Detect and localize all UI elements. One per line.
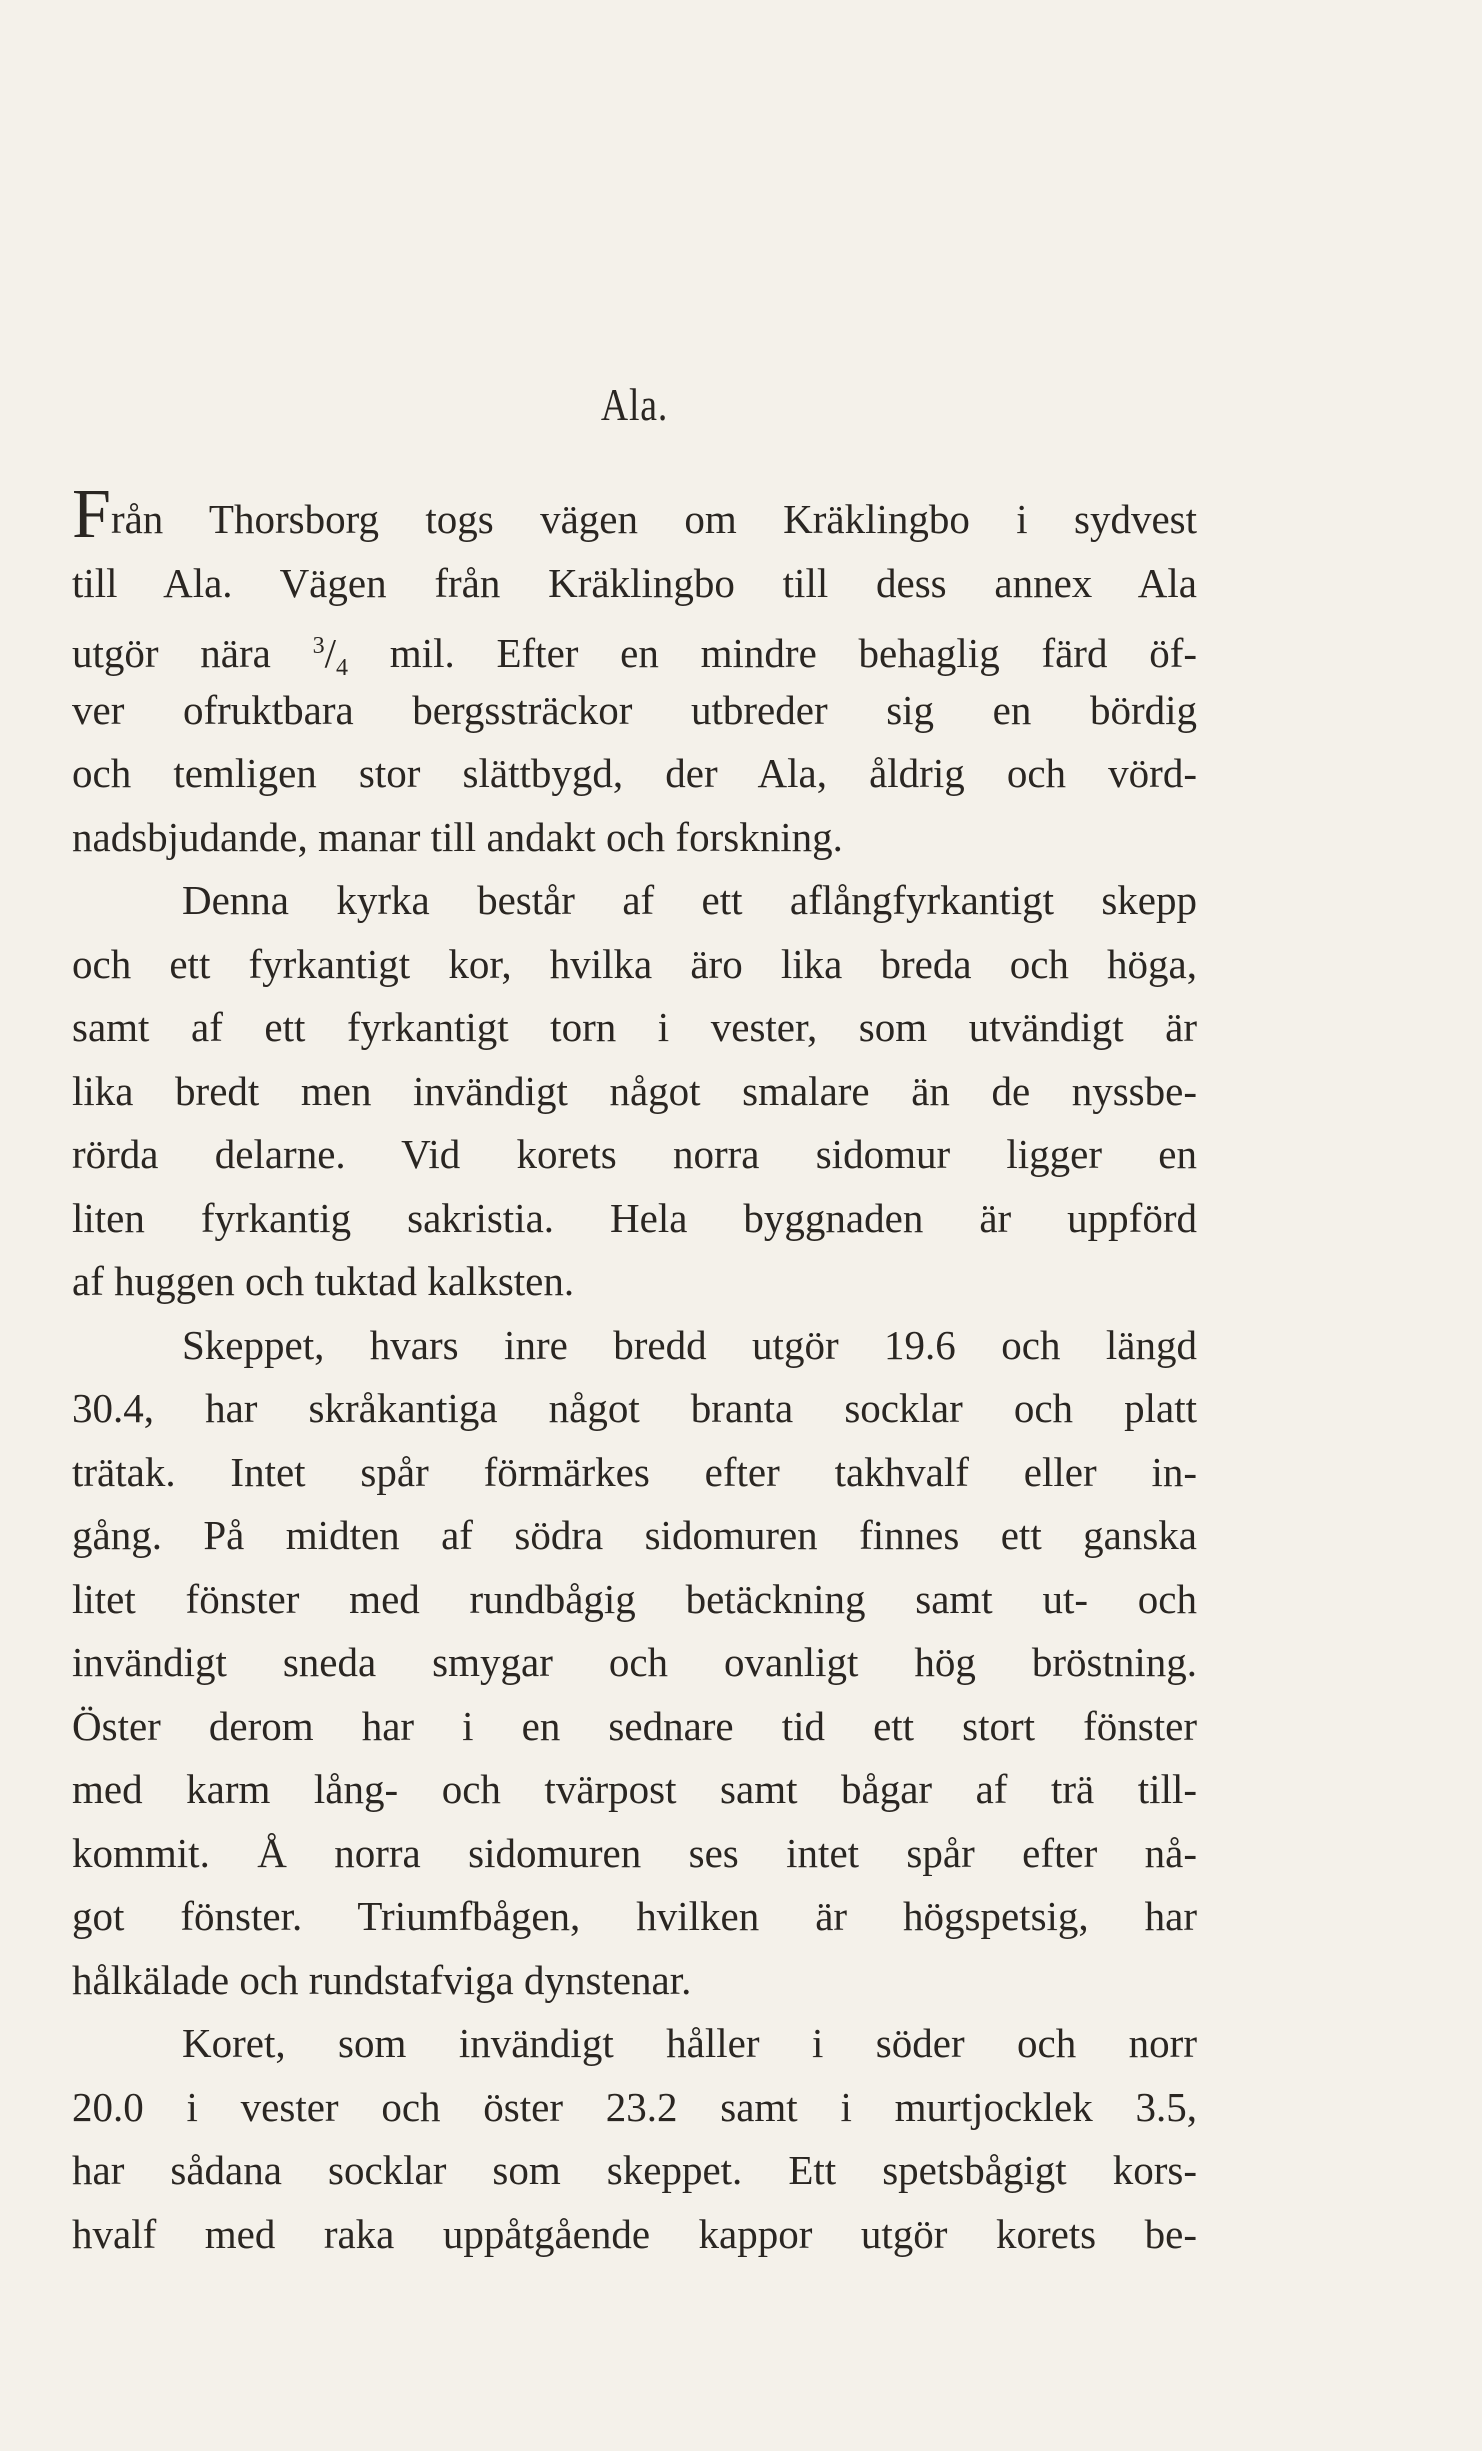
- line-text: och ett fyrkantigt kor, hvilka äro lika breda och höga,: [72, 940, 1197, 987]
- text-line: [72, 1568, 1197, 1632]
- text-line: [72, 1758, 1197, 1822]
- text-line: [72, 1822, 1197, 1886]
- page-title: Ala.: [600, 379, 669, 430]
- line-text: 20.0 i vester och öster 23.2 samt i murtjocklek 3.5,: [72, 2083, 1197, 2130]
- text-line: [72, 1695, 1197, 1759]
- text-line: [72, 2012, 1197, 2076]
- line-text: ver ofruktbara bergssträckor utbreder sig en bördig: [72, 686, 1197, 733]
- text-line: [72, 1885, 1197, 1949]
- line-text: till Ala. Vägen från Kräklingbo till dess annex Ala: [72, 559, 1197, 606]
- text-line: [72, 933, 1197, 997]
- text-line: [72, 1123, 1197, 1187]
- drop-cap: F: [72, 476, 111, 553]
- line-text: trätak. Intet spår förmärkes efter takhvalf eller in-: [72, 1448, 1197, 1495]
- line-text: lika bredt men invändigt något smalare än de nyssbe-: [72, 1067, 1197, 1114]
- line-text: af huggen och tuktad kalksten.: [72, 1258, 575, 1304]
- line-text: och temligen stor slättbygd, der Ala, åldrig och vörd-: [72, 750, 1197, 796]
- text-line: [72, 1949, 1197, 2013]
- text-line: [72, 615, 1197, 679]
- fraction: $^3/_4$: [312, 630, 349, 681]
- line-text: samt af ett fyrkantigt torn i vester, som utvändigt är: [72, 1004, 1197, 1050]
- line-text: kommit. Å norra sidomuren ses intet spår efter nå-: [72, 1829, 1197, 1876]
- line-text: rörda delarne. Vid korets norra sidomur ligger en: [72, 1131, 1197, 1177]
- line-text: Denna kyrka består af ett aflångfyrkantigt skepp: [182, 877, 1197, 923]
- text-line: [72, 1314, 1197, 1378]
- line-text: invändigt sneda smygar och ovanligt hög bröstning.: [72, 1639, 1197, 1685]
- text-line: [72, 996, 1197, 1060]
- line-text: Öster derom har i en sednare tid ett stort fönster: [72, 1702, 1197, 1749]
- line-text: utgör nära: [72, 630, 271, 676]
- line-text: hålkälade och rundstafviga dynstenar.: [72, 1956, 692, 2003]
- text-line: [72, 1631, 1197, 1695]
- line-text: har sådana socklar som skeppet. Ett spetsbågigt kors-: [72, 2147, 1197, 2193]
- line-text: Koret, som invändigt håller i söder och norr: [182, 2020, 1197, 2066]
- text-line: [72, 2076, 1197, 2140]
- body-text: [72, 476, 1198, 2266]
- text-line: [72, 806, 1197, 870]
- line-text: gång. På midten af södra sidomuren finnes ett ganska: [72, 1512, 1197, 1558]
- text-line: [72, 1377, 1197, 1441]
- line-text: litet fönster med rundbågig betäckning samt ut- och: [72, 1575, 1197, 1622]
- text-line: [72, 2139, 1197, 2203]
- text-line: [72, 869, 1197, 933]
- text-line: [72, 476, 1197, 553]
- text-line: [72, 1504, 1197, 1568]
- text-line: [72, 2203, 1197, 2267]
- text-line: [72, 1187, 1197, 1251]
- line-text: got fönster. Triumfbågen, hvilken är högspetsig, har: [72, 1893, 1197, 1939]
- text-line: [72, 1060, 1197, 1124]
- text-line: [72, 1250, 1197, 1314]
- line-text: rån Thorsborg togs vägen om Kräklingbo i sydvest: [110, 496, 1197, 542]
- line-text-after: mil. Efter en mindre behaglig färd öf-: [389, 630, 1198, 676]
- text-line: [72, 679, 1197, 743]
- line-text: med karm lång- och tvärpost samt bågar af trä till-: [72, 1766, 1197, 1812]
- line-text: Skeppet, hvars inre bredd utgör 19.6 och längd: [182, 1321, 1197, 1368]
- book-page: [72, 0, 1197, 2451]
- line-text: 30.4, har skråkantiga något branta socklar och platt: [72, 1385, 1197, 1431]
- text-line: [72, 742, 1197, 806]
- line-text: hvalf med raka uppåtgående kappor utgör korets be-: [72, 2210, 1197, 2257]
- line-text: nadsbjudande, manar till andakt och forskning.: [72, 813, 843, 860]
- text-line: [72, 552, 1197, 616]
- text-line: [72, 1441, 1197, 1505]
- line-text: liten fyrkantig sakristia. Hela byggnaden är uppförd: [72, 1194, 1197, 1241]
